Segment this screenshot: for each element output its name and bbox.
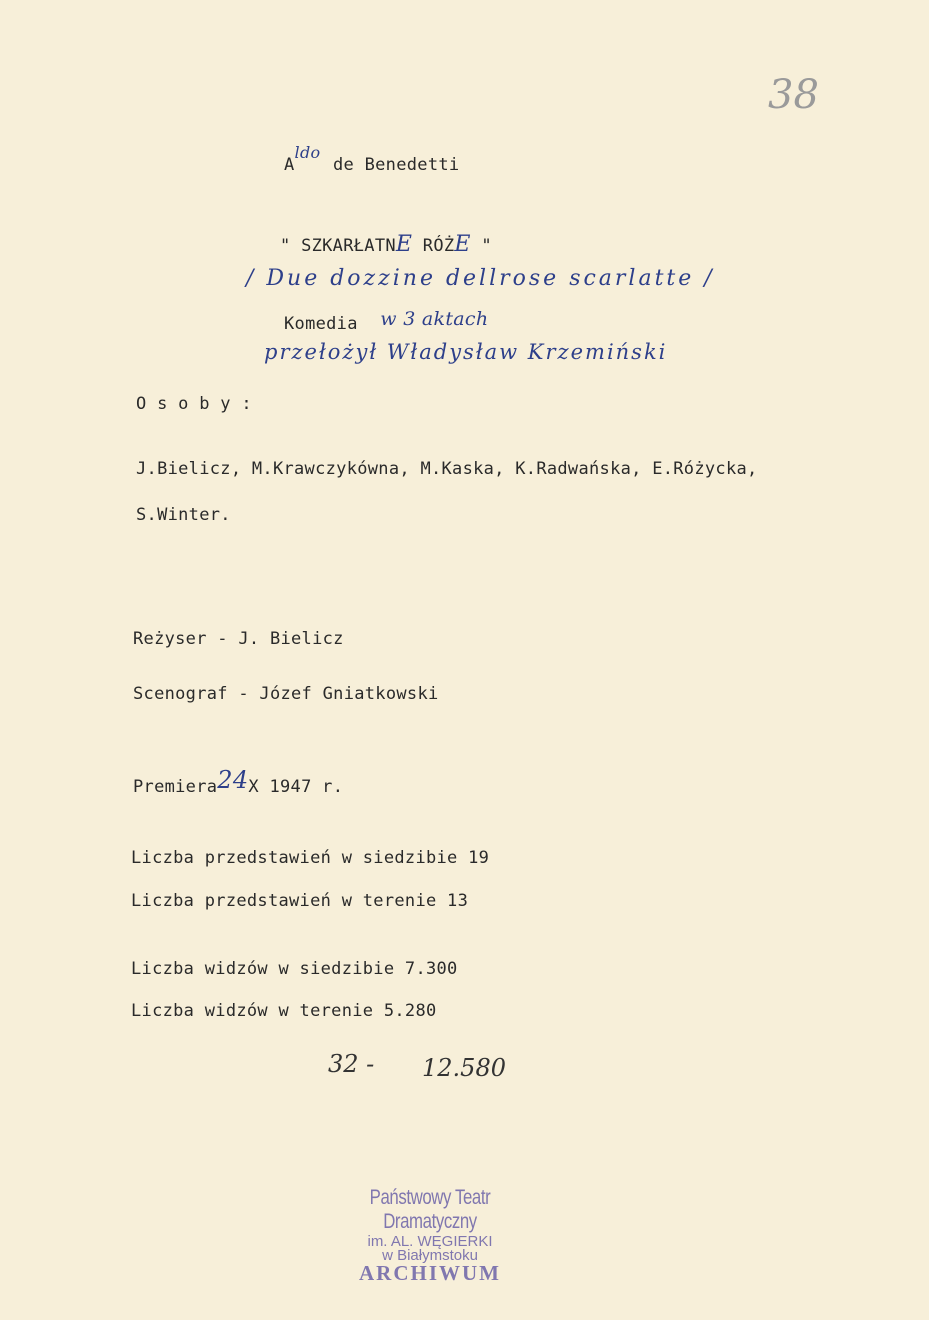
genre-hand: w 3 aktach [380,308,489,330]
stat-performances-seat: Liczba przedstawień w siedzibie 19 [131,848,490,868]
author-line [284,143,460,175]
scenographer-line: Scenograf - Józef Gniatkowski [133,684,439,704]
total-audience: 12.580 [422,1054,506,1082]
title-hand-correction: E [395,232,413,257]
archive-stamp [310,1186,550,1286]
original-title: / Due dozzine dellrose scarlatte / [246,266,715,291]
translator-line: przełożył Władysław Krzemiński [264,340,668,364]
stat-performances-field: Liczba przedstawień w terenie 13 [131,891,469,911]
title-part: " [470,236,492,256]
author-typed-initial: A [284,155,295,175]
stamp-line-2: im. AL. WĘGIERKI [367,1233,493,1250]
premiere-date: X 1947 r. [248,777,344,797]
director-line: Reżyser - J. Bielicz [133,629,344,649]
title-part: " SZKARŁATN [280,236,396,256]
genre-typed: Komedia [284,314,358,334]
cast-heading: O s o b y : [136,394,252,414]
title-hand-correction: E [454,232,471,257]
play-title [280,232,492,257]
page-number: 38 [768,72,819,118]
premiere-hand-day: 24 [217,766,249,794]
premiere-label: Premiera [133,777,218,797]
cast-line-2: S.Winter. [136,505,231,525]
author-hand-insert: ldo [294,143,321,162]
total-performances: 32 - [328,1050,375,1078]
stamp-line-4: ARCHIWUM [359,1261,501,1285]
title-part: RÓŻ [412,236,455,256]
stamp-line-3: w Białymstoku [382,1247,478,1264]
author-typed-surname: de Benedetti [333,155,460,175]
genre-line [284,308,489,334]
cast-line-1: J.Bielicz, M.Krawczykówna, M.Kaska, K.Radwańska, E.Różycka, [136,459,758,479]
stamp-line-1: Państwowy Teatr Dramatyczny [369,1186,491,1233]
stat-audience-field: Liczba widzów w terenie 5.280 [131,1001,437,1021]
premiere-line [133,766,344,798]
stat-audience-seat: Liczba widzów w siedzibie 7.300 [131,959,458,979]
